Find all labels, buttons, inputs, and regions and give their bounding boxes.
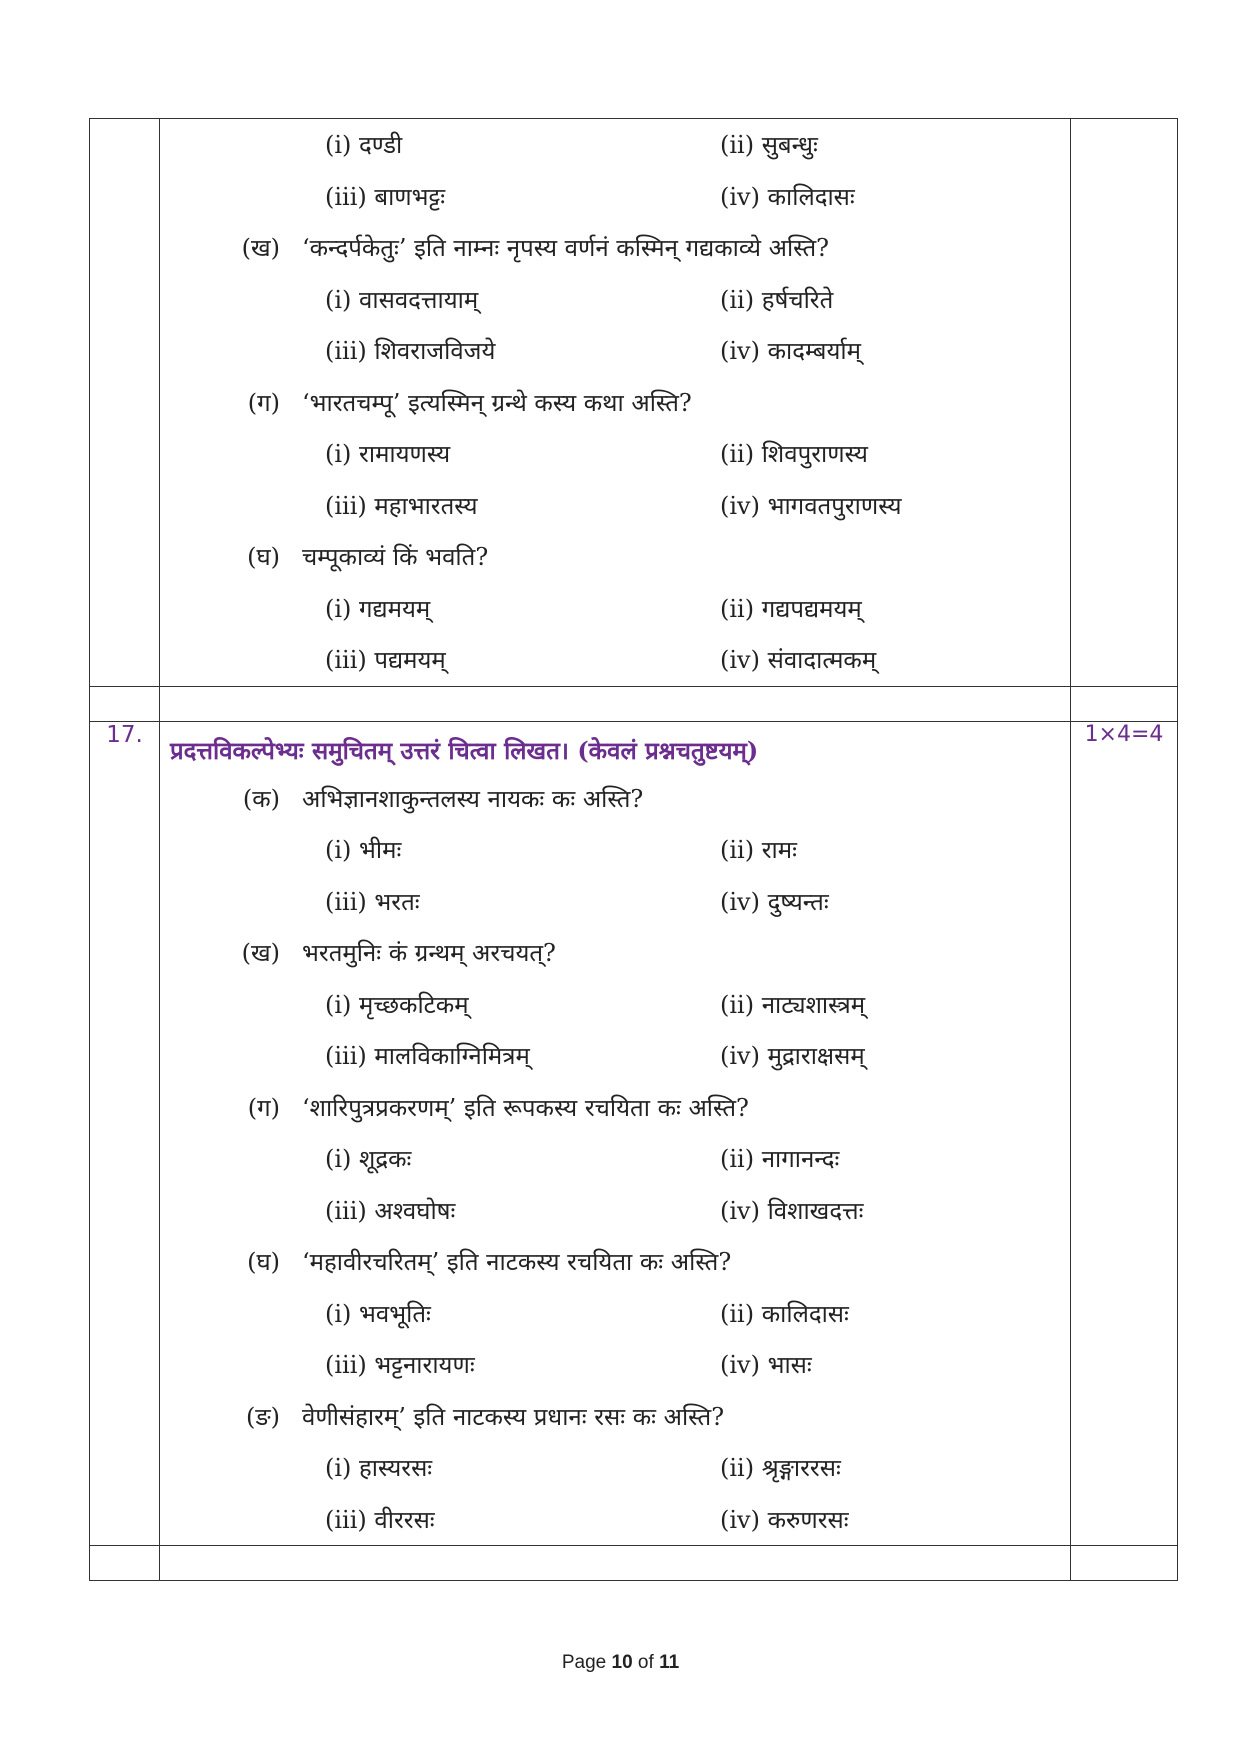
options-row (160, 1494, 1070, 1546)
option: (iv) कादम्बर्याम् (720, 337, 861, 366)
options-row (160, 979, 1070, 1031)
sub-question-label: (घ) (247, 1248, 280, 1277)
sub-question (160, 1391, 1070, 1443)
sub-question-text: वेणीसंहारम्’ इति नाटकस्य प्रधानः रसः कः अस्ति? (302, 1402, 725, 1431)
option: (iv) संवादात्मकम् (720, 646, 877, 675)
sub-question (160, 222, 1070, 274)
option: (iii) महाभारतस्य (325, 491, 478, 520)
options-row (160, 480, 1070, 532)
sub-question-label: (ख) (241, 939, 280, 968)
option: (iii) शिवराजविजये (325, 337, 496, 366)
option: (iii) पद्यमयम् (325, 646, 446, 675)
option: (ii) नाट्यशास्त्रम् (720, 990, 866, 1019)
options-row (160, 1133, 1070, 1185)
option: (ii) सुबन्धुः (720, 131, 818, 160)
option: (ii) हर्षचरिते (720, 285, 834, 314)
option: (iii) बाणभट्टः (325, 182, 446, 211)
option: (i) गद्यमयम् (325, 594, 431, 623)
options-row (160, 824, 1070, 876)
option: (iii) मालविकाग्निमित्रम् (325, 1042, 530, 1071)
options-row (160, 1442, 1070, 1494)
sub-question (160, 531, 1070, 583)
marks-cell (1071, 119, 1178, 687)
option: (i) शूद्रकः (325, 1145, 412, 1174)
sub-question (160, 1236, 1070, 1288)
sub-question-text: अभिज्ञानशाकुन्तलस्य नायकः कः अस्ति? (302, 784, 644, 813)
options-row (160, 1288, 1070, 1340)
sub-question-text: चम्पूकाव्यं किं भवति? (302, 543, 489, 572)
question-heading: प्रदत्तविकल्पेभ्यः समुचितम् उत्तरं चित्वा लिखत। (केवलं प्रश्नचतुष्टयम्) (170, 735, 759, 765)
option: (ii) रामः (720, 836, 797, 865)
option: (iii) वीररसः (325, 1505, 435, 1534)
option: (iv) कालिदासः (720, 182, 855, 211)
options-row (160, 634, 1070, 686)
sub-question-text: ‘शारिपुत्रप्रकरणम्’ इति रूपकस्य रचयिता कः अस्ति? (302, 1093, 749, 1122)
number-cell (90, 119, 160, 687)
question-17-row (90, 721, 1178, 1546)
option: (i) रामायणस्य (325, 440, 451, 469)
option: (i) भवभूतिः (325, 1299, 431, 1328)
sub-question-label: (घ) (247, 543, 280, 572)
option: (i) दण्डी (325, 131, 403, 160)
options-row (160, 274, 1070, 326)
option: (i) हास्यरसः (325, 1454, 433, 1483)
sub-question-text: भरतमुनिः कं ग्रन्थम् अरचयत्? (302, 939, 556, 968)
sub-question-label: (ङ) (245, 1402, 280, 1431)
spacer-row (90, 1546, 1178, 1581)
page-footer (0, 1652, 1241, 1674)
option: (iv) भागवतपुराणस्य (720, 491, 902, 520)
option: (i) मृच्छकटिकम् (325, 990, 469, 1019)
option: (iii) भरतः (325, 887, 420, 916)
options-row (160, 1030, 1070, 1082)
option: (ii) शिवपुराणस्य (720, 440, 868, 469)
option: (iii) अश्वघोषः (325, 1196, 456, 1225)
option: (ii) गद्यपद्यमयम् (720, 594, 862, 623)
spacer-row (90, 686, 1178, 721)
sub-question-text: ‘कन्दर्पकेतुः’ इति नाम्नः नृपस्य वर्णनं कस्मिन् गद्यकाव्ये अस्ति? (302, 234, 830, 263)
option: (ii) नागानन्दः (720, 1145, 840, 1174)
option: (i) भीमः (325, 836, 402, 865)
option: (iv) मुद्राराक्षसम् (720, 1042, 865, 1071)
sub-question-label: (ग) (247, 1093, 280, 1122)
options-row (160, 1339, 1070, 1391)
options-row (160, 583, 1070, 635)
sub-question (160, 773, 1070, 825)
option: (ii) श्रृङ्गाररसः (720, 1454, 841, 1483)
options-row (160, 1185, 1070, 1237)
sub-question (160, 927, 1070, 979)
current-page: 10 (611, 1652, 633, 1673)
question-number: 17. (90, 721, 160, 1546)
option: (iii) भट्टनारायणः (325, 1351, 475, 1380)
sub-question-label: (ख) (241, 234, 280, 263)
sub-question-text: ‘महावीरचरितम्’ इति नाटकस्य रचयिता कः अस्ति? (302, 1248, 732, 1277)
sub-question-label: (ग) (247, 388, 280, 417)
page-of: of (637, 1652, 654, 1673)
question-cell (160, 721, 1071, 1546)
option: (ii) कालिदासः (720, 1299, 849, 1328)
question-table (89, 118, 1178, 1581)
option: (iv) करुणरसः (720, 1505, 849, 1534)
total-pages: 11 (659, 1652, 680, 1673)
options-row (160, 119, 1070, 171)
option: (iv) दुष्यन्तः (720, 887, 829, 916)
marks-value: 1×4=4 (1071, 721, 1178, 1546)
sub-question (160, 1082, 1070, 1134)
options-row (160, 876, 1070, 928)
page-prefix: Page (561, 1652, 607, 1673)
option: (iv) भासः (720, 1351, 812, 1380)
options-row (160, 325, 1070, 377)
sub-question (160, 377, 1070, 429)
sub-question-label: (क) (242, 784, 280, 813)
sub-question-text: ‘भारतचम्पू’ इत्यस्मिन् ग्रन्थे कस्य कथा अस्ति? (302, 388, 692, 417)
continued-question-row (90, 119, 1178, 687)
options-row (160, 171, 1070, 223)
option: (iv) विशाखदत्तः (720, 1196, 864, 1225)
options-row (160, 428, 1070, 480)
question-cell (160, 119, 1071, 687)
option: (i) वासवदत्तायाम् (325, 285, 479, 314)
